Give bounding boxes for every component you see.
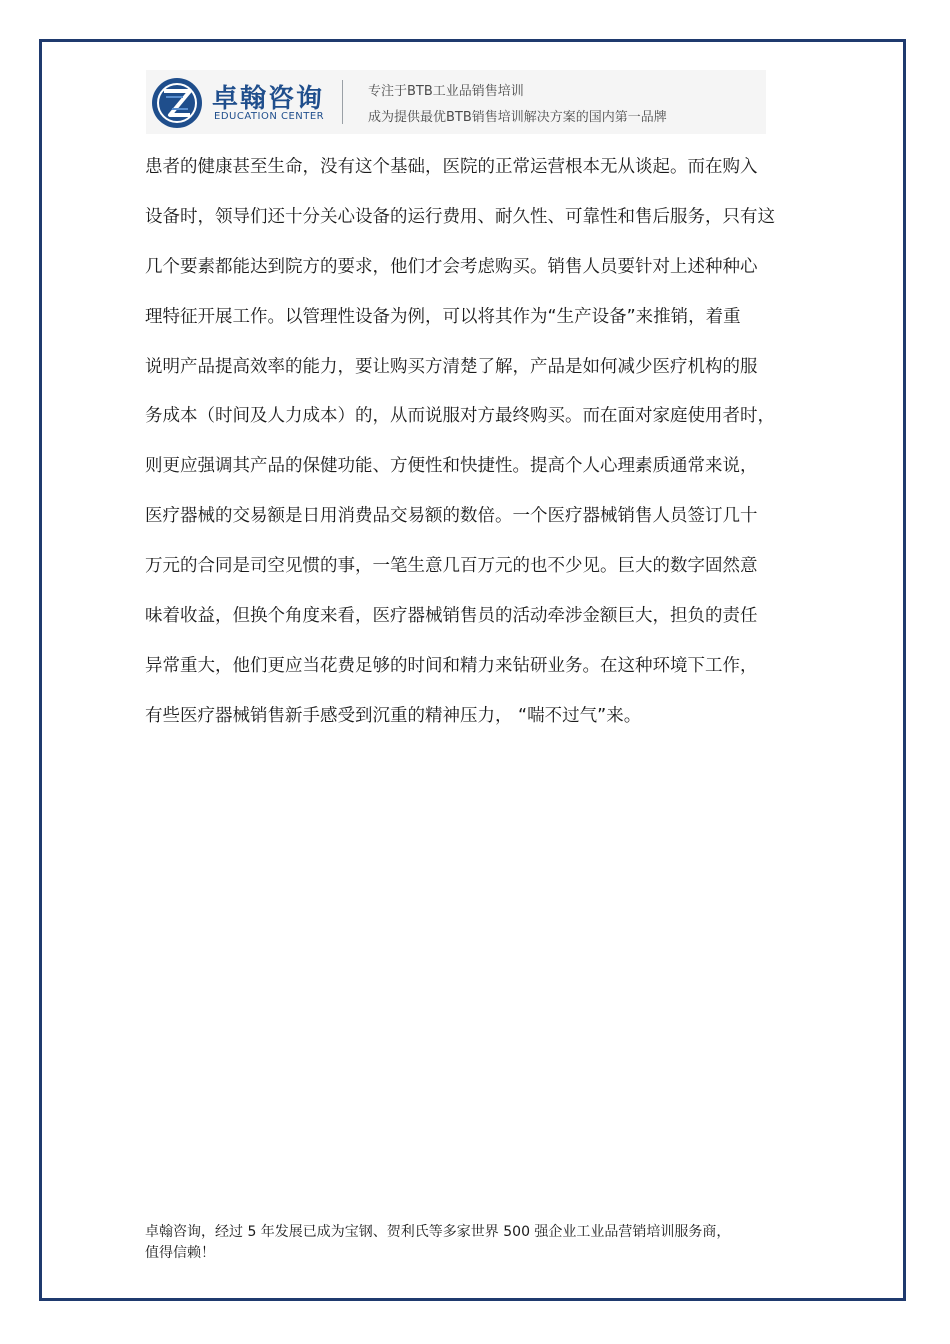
- footer-line-1: 卓翰咨询，经过 5 年发展已成为宝钢、贺利氏等多家世界 500 强企业工业品营销培训服务商，: [145, 1224, 731, 1240]
- body-line: 则更应强调其产品的保健功能、方便性和快捷性。提高个人心理素质通常来说，: [145, 456, 758, 477]
- body-line: 有些医疗器械销售新手感受到沉重的精神压力， “喘不过气”来。: [145, 705, 642, 726]
- body-line: 设备时，领导们还十分关心设备的运行费用、耐久性、可靠性和售后服务，只有这: [145, 206, 775, 227]
- brand-name: 卓翰咨询: [212, 84, 325, 114]
- body-line: 说明产品提高效率的能力，要让购买方清楚了解，产品是如何减少医疗机构的服: [145, 356, 758, 377]
- body-line: 务成本（时间及人力成本）的，从而说服对方最终购买。而在面对家庭使用者时，: [145, 406, 775, 427]
- body-line: 医疗器械的交易额是日用消费品交易额的数倍。一个医疗器械销售人员签订几十: [145, 506, 758, 527]
- brand-subtitle: EDUCATION CENTER: [214, 111, 325, 122]
- footer-line-2: 值得信赖！: [145, 1245, 215, 1261]
- body-line: 万元的合同是司空见惯的事，一笔生意几百万元的也不少见。巨大的数字固然意: [145, 556, 758, 577]
- letterhead: [146, 70, 766, 134]
- body-line: 患者的健康甚至生命，没有这个基础，医院的正常运营根本无从谈起。而在购入: [145, 157, 758, 177]
- body-line: 几个要素都能达到院方的要求，他们才会考虑购买。销售人员要针对上述种种心: [145, 256, 758, 277]
- body-line: 异常重大，他们更应当花费足够的时间和精力来钻研业务。在这种环境下工作，: [145, 655, 758, 676]
- body-line: 味着收益，但换个角度来看，医疗器械销售员的活动牵涉金额巨大，担负的责任: [145, 606, 758, 627]
- body-line: 理特征开展工作。以管理性设备为例，可以将其作为“生产设备”来推销，着重: [145, 306, 741, 327]
- slogan-line-1: 专注于BTB工业品销售培训: [368, 84, 524, 99]
- footer-note: [145, 1222, 825, 1264]
- header-divider: [342, 80, 343, 124]
- slogan-line-2: 成为提供最优BTB销售培训解决方案的国内第一品牌: [368, 110, 667, 125]
- zh-monogram-logo-icon: [150, 76, 204, 130]
- body-text: [145, 143, 810, 742]
